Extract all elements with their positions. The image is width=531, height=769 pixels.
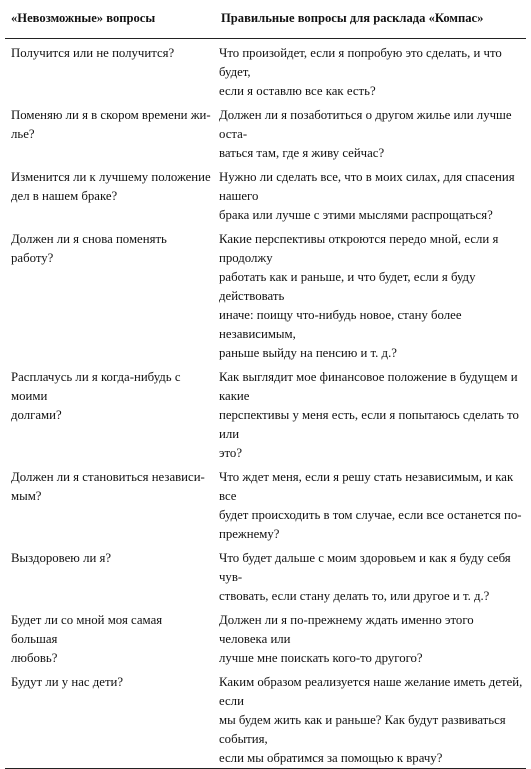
- impossible-question-cell: Будут ли у нас дети?: [5, 668, 215, 769]
- impossible-question-cell: Должен ли я становиться независи- мым?: [11, 470, 205, 503]
- impossible-question-cell: Расплачусь ли я когда-нибудь с моими долгами?: [11, 370, 181, 422]
- table-row: [5, 606, 526, 668]
- impossible-question-cell: Выздоровею ли я?: [11, 551, 112, 565]
- questions-table: [5, 7, 526, 769]
- impossible-question-cell: Будет ли со мной моя самая большая любовь?: [11, 613, 163, 665]
- header-correct-questions: Правильные вопросы для расклада «Компас»: [215, 7, 526, 39]
- correct-question-cell: Что произойдет, если я попробую это сделать, и что будет, если я оставлю все как есть?: [219, 46, 502, 98]
- table-row: [5, 163, 526, 225]
- correct-question-cell: Как выглядит мое финансовое положение в будущем и какие перспективы у меня есть, если я попытаюсь сделать то или это?: [219, 370, 519, 460]
- correct-question-cell: Какие перспективы откроются передо мной, если я продолжу работать как и раньше, и что будет, если я буду действовать иначе: поищу что-нибудь новое, стану более независимым, раньше выйду на пенсию и т. д.?: [219, 232, 499, 360]
- table-row: [5, 463, 526, 544]
- impossible-question-cell: Поменяю ли я в скором времени жи- лье?: [11, 108, 211, 141]
- correct-question-cell: Что ждет меня, если я решу стать независимым, и как все будет происходить в том случае, если все останется по- прежнему?: [219, 470, 522, 541]
- table-row: [5, 668, 526, 769]
- table-row: [5, 101, 526, 163]
- impossible-question-cell: Получится или не получится?: [11, 46, 175, 60]
- table-row: [5, 363, 526, 463]
- correct-question-cell: Каким образом реализуется наше желание иметь детей, если мы будем жить как и раньше? Как будут развиваться события, если мы обратимся за помощью к врачу?: [215, 668, 526, 769]
- impossible-question-cell: Должен ли я снова поменять работу?: [11, 232, 167, 265]
- correct-question-cell: Что будет дальше с моим здоровьем и как я буду себя чув- ствовать, если стану делать то, или другое и т. д.?: [219, 551, 511, 603]
- table-header-row: [5, 7, 526, 39]
- correct-question-cell: Должен ли я по-прежнему ждать именно этого человека или лучше мне поискать кого-то другого?: [219, 613, 474, 665]
- impossible-question-cell: Изменится ли к лучшему положение дел в нашем браке?: [11, 170, 211, 203]
- correct-question-cell: Должен ли я позаботиться о другом жилье или лучше оста- ваться там, где я живу сейчас?: [219, 108, 512, 160]
- table-row: [5, 544, 526, 606]
- table-row: [5, 225, 526, 363]
- header-impossible-questions: «Невозможные» вопросы: [5, 7, 215, 39]
- table-row: [5, 39, 526, 102]
- correct-question-cell: Нужно ли сделать все, что в моих силах, для спасения нашего брака или лучше с этими мыслями распрощаться?: [219, 170, 515, 222]
